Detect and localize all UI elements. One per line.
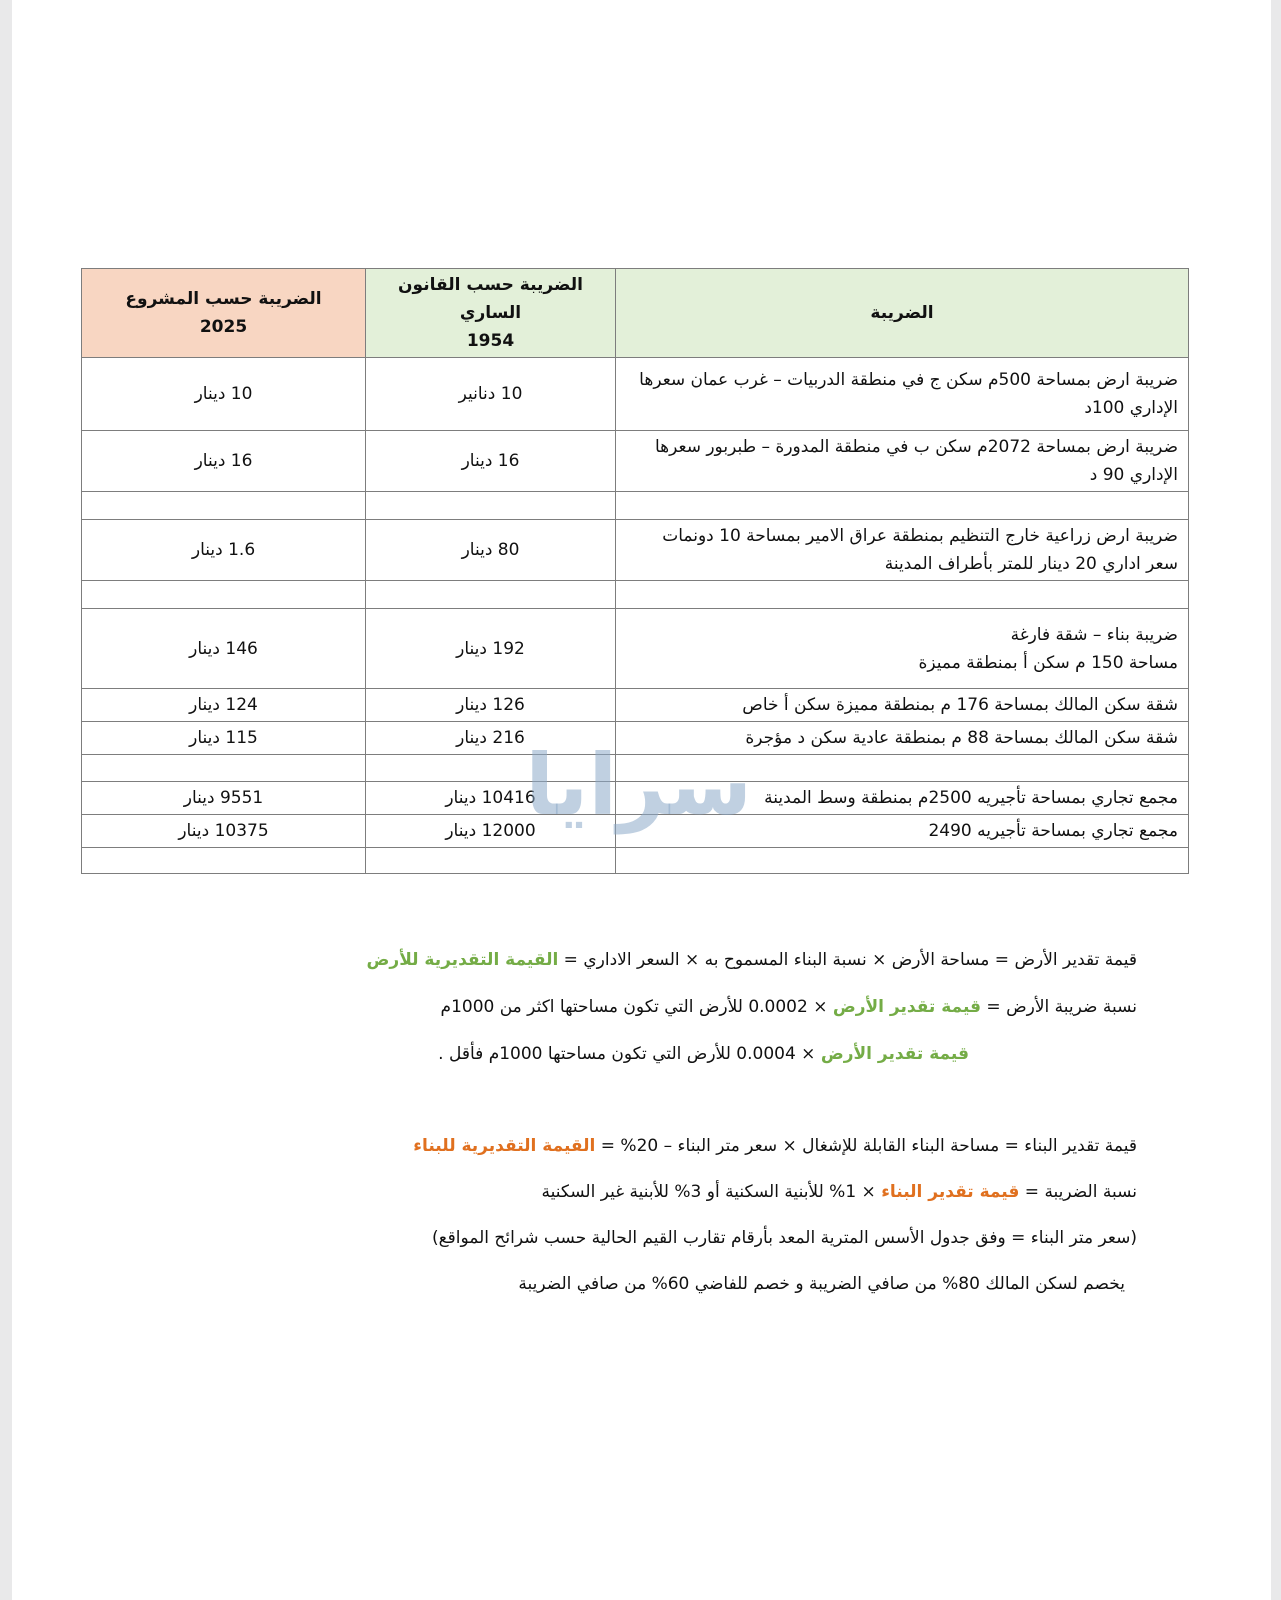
row-tax-1954 (366, 492, 616, 520)
building-estimated-value-highlight: القيمة التقديرية للبناء (413, 1136, 596, 1156)
row-tax-1954: 80 دينار (366, 520, 616, 581)
formula-land-value: قيمة تقدير الأرض = مساحة الأرض × نسبة البناء المسموح به × السعر الاداري = القيمة التقديرية للأرض (366, 950, 1137, 970)
row-tax-2025: 16 دينار (82, 431, 366, 492)
formula-note-meter-price: (سعر متر البناء = وفق جدول الأسس المترية المعد بأرقام تقارب القيم الحالية حسب شرائح المواقع) (431, 1228, 1137, 1248)
header-law-1954: الضريبة حسب القانون الساري 1954 (366, 269, 616, 358)
formula-discounts: يخصم لسكن المالك 80% من صافي الضريبة و خصم للفاضي 60% من صافي الضريبة (518, 1274, 1125, 1294)
table-header-row (82, 269, 1189, 358)
row-tax-2025: 124 دينار (82, 689, 366, 722)
row-tax-1954: 10416 دينار (366, 782, 616, 815)
row-description (616, 581, 1189, 609)
row-tax-2025: 9551 دينار (82, 782, 366, 815)
row-description: شقة سكن المالك بمساحة 88 م بمنطقة عادية سكن د مؤجرة (616, 722, 1189, 755)
row-tax-1954: 10 دنانير (366, 358, 616, 431)
table-row-empty (82, 492, 1189, 520)
table-row (82, 689, 1189, 722)
row-tax-2025: 10375 دينار (82, 815, 366, 848)
row-tax-2025 (82, 755, 366, 782)
table-row (82, 520, 1189, 581)
row-description (616, 848, 1189, 874)
row-tax-1954: 216 دينار (366, 722, 616, 755)
row-description (616, 492, 1189, 520)
row-tax-1954 (366, 848, 616, 874)
row-tax-1954 (366, 581, 616, 609)
row-description: مجمع تجاري بمساحة تأجيريه 2500م بمنطقة وسط المدينة (616, 782, 1189, 815)
row-tax-1954: 16 دينار (366, 431, 616, 492)
land-value-highlight: قيمة تقدير الأرض (832, 997, 982, 1017)
formula-land-tax-over-1000: نسبة ضريبة الأرض = قيمة تقدير الأرض × 0.0002 للأرض التي تكون مساحتها اكثر من 1000م (440, 997, 1137, 1017)
row-tax-1954: 192 دينار (366, 609, 616, 689)
table-row (82, 358, 1189, 431)
header-project-2025: الضريبة حسب المشروع 2025 (82, 269, 366, 358)
row-tax-2025 (82, 581, 366, 609)
land-value-highlight: قيمة تقدير الأرض (820, 1044, 969, 1064)
row-tax-2025: 146 دينار (82, 609, 366, 689)
table-row-empty (82, 581, 1189, 609)
row-tax-2025 (82, 492, 366, 520)
row-tax-2025 (82, 848, 366, 874)
row-description: ضريبة بناء – شقة فارغة مساحة 150 م سكن أ بمنطقة مميزة (616, 609, 1189, 689)
land-estimated-value-highlight: القيمة التقديرية للأرض (366, 950, 559, 970)
row-tax-2025: 10 دينار (82, 358, 366, 431)
row-tax-2025: 115 دينار (82, 722, 366, 755)
formula-building-tax: نسبة الضريبة = قيمة تقدير البناء × 1% للأبنية السكنية أو 3% للأبنية غير السكنية (541, 1182, 1137, 1202)
row-tax-2025: 1.6 دينار (82, 520, 366, 581)
row-description: ضريبة ارض زراعية خارج التنظيم بمنطقة عراق الامير بمساحة 10 دونمات سعر اداري 20 دينار للمتر بأطراف المدينة (616, 520, 1189, 581)
row-tax-1954: 12000 دينار (366, 815, 616, 848)
table-row (82, 431, 1189, 492)
row-description: مجمع تجاري بمساحة تأجيريه 2490 (616, 815, 1189, 848)
table-row-empty (82, 848, 1189, 874)
row-description: شقة سكن المالك بمساحة 176 م بمنطقة مميزة سكن أ خاص (616, 689, 1189, 722)
building-value-highlight: قيمة تقدير البناء (881, 1182, 1020, 1202)
header-tax: الضريبة (616, 269, 1189, 358)
watermark-logo: سرايا (525, 736, 752, 834)
row-description: ضريبة ارض بمساحة 2072م سكن ب في منطقة المدورة – طبربور سعرها الإداري 90 د (616, 431, 1189, 492)
document-page (12, 0, 1271, 1600)
row-description: ضريبة ارض بمساحة 500م سكن ج في منطقة الدربيات – غرب عمان سعرها الإداري 100د (616, 358, 1189, 431)
row-tax-1954: 126 دينار (366, 689, 616, 722)
formula-land-tax-under-1000: قيمة تقدير الأرض × 0.0004 للأرض التي تكون مساحتها 1000م فأقل . (438, 1044, 969, 1064)
table-row (82, 609, 1189, 689)
formula-building-value: قيمة تقدير البناء = مساحة البناء القابلة للإشغال × سعر متر البناء – 20% = القيمة التقديرية للبناء (413, 1136, 1137, 1156)
